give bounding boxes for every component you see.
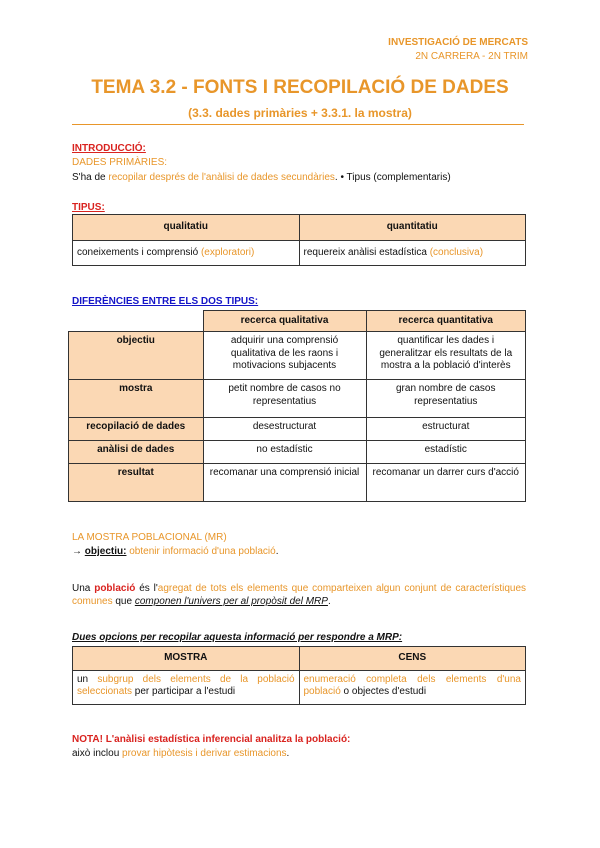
term-label: 2N CARRERA - 2N TRIM (415, 51, 528, 62)
row-label: mostra (69, 380, 204, 418)
note-text: això inclou provar hipòtesis i derivar estimacions. (72, 748, 290, 759)
sample-cell: un subgrup dels elements de la població seleccionats per participar a l'estudi (73, 670, 300, 704)
cell-quantitative: recomanar un darrer curs d'acció (366, 464, 526, 502)
intro-line: S'ha de recopilar després de l'anàlisi de dades secundàries. • Tipus (complementaris) (72, 172, 451, 183)
cell-qualitative: adquirir una comprensió qualitativa de les raons i motivacions subjacents (203, 332, 366, 380)
differences-heading: DIFERÈNCIES ENTRE ELS DOS TIPUS: (72, 296, 259, 307)
cell-quantitative: estadístic (366, 441, 526, 464)
intro-heading: INTRODUCCIÓ: (72, 143, 146, 154)
row-label: anàlisi de dades (69, 441, 204, 464)
title-divider (72, 124, 524, 125)
row-label: resultat (69, 464, 204, 502)
primary-data-heading: DADES PRIMÀRIES: (72, 157, 168, 168)
cell-qualitative: recomanar una comprensió inicial (203, 464, 366, 502)
census-cell: enumeració completa dels elements d'una població o objectes d'estudi (299, 670, 526, 704)
types-col-qualitative: qualitatiu (73, 215, 300, 241)
differences-table (68, 310, 526, 502)
cell-quantitative: estructurat (366, 418, 526, 441)
course-label: INVESTIGACIÓ DE MERCATS (388, 37, 528, 48)
page-subtitle: (3.3. dades primàries + 3.3.1. la mostra) (188, 106, 412, 120)
col-sample: MOSTRA (73, 647, 300, 671)
page-title: TEMA 3.2 - FONTS I RECOPILACIÓ DE DADES (91, 77, 509, 98)
options-heading: Dues opcions per recopilar aquesta informació per respondre a MRP: (72, 632, 403, 643)
note-heading: NOTA! L'anàlisi estadística inferencial analitza la població: (72, 734, 351, 745)
types-cell-qualitative: coneixements i comprensió (exploratori) (73, 240, 300, 266)
col-qualitative-research: recerca qualitativa (203, 311, 366, 332)
sample-objective: → objectiu: obtenir informació d'una població. (72, 546, 279, 557)
cell-quantitative: gran nombre de casos representatius (366, 380, 526, 418)
cell-qualitative: no estadístic (203, 441, 366, 464)
types-cell-quantitative: requereix anàlisi estadística (conclusiva) (299, 240, 526, 266)
col-quantitative-research: recerca quantitativa (366, 311, 526, 332)
cell-qualitative: desestructurat (203, 418, 366, 441)
table-corner (69, 311, 204, 332)
types-heading: TIPUS: (72, 202, 105, 213)
sample-heading: LA MOSTRA POBLACIONAL (MR) (72, 532, 227, 543)
row-label: objectiu (69, 332, 204, 380)
cell-quantitative: quantificar les dades i generalitzar els resultats de la mostra a la població d'interès (366, 332, 526, 380)
types-col-quantitative: quantitatiu (299, 215, 526, 241)
cell-qualitative: petit nombre de casos no representatius (203, 380, 366, 418)
col-census: CENS (299, 647, 526, 671)
options-table (72, 646, 526, 705)
population-definition: Una població és l'agregat de tots els elements que comparteixen algun conjunt de característiques comunes que componen l'univers per al propòsit del MRP. (72, 583, 527, 607)
types-table (72, 214, 526, 266)
row-label: recopilació de dades (69, 418, 204, 441)
